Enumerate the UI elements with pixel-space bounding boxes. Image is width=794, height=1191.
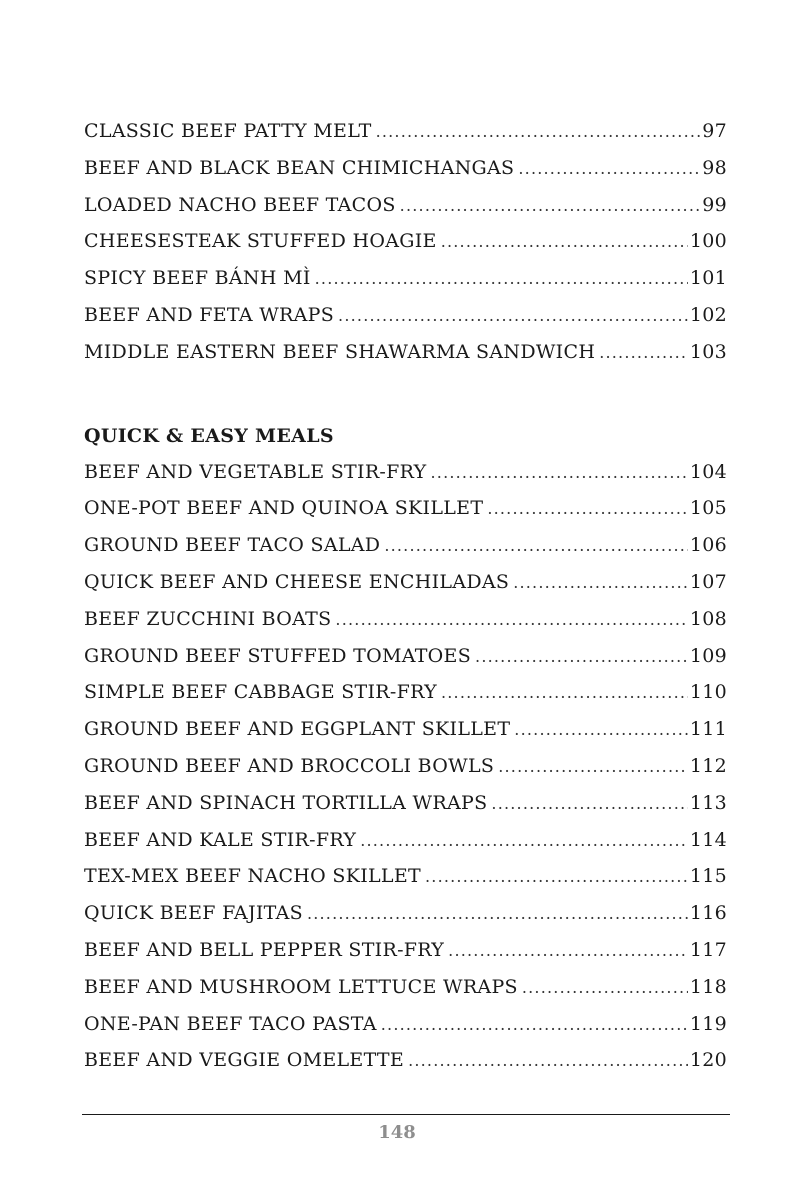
dot-leader	[400, 188, 701, 225]
toc-entry-title: MIDDLE EASTERN BEEF SHAWARMA SANDWICH	[84, 340, 596, 363]
toc-entry-title: BEEF AND VEGETABLE STIR-FRY	[84, 460, 427, 483]
dot-leader	[441, 675, 688, 712]
dot-leader	[425, 859, 688, 896]
dot-leader	[307, 896, 688, 933]
dot-leader	[475, 639, 688, 676]
toc-entry	[84, 858, 727, 895]
toc-entry	[84, 113, 727, 150]
dot-leader	[408, 1043, 688, 1080]
toc-entry-page: 109	[689, 644, 727, 667]
dot-leader	[513, 565, 688, 602]
toc-entry	[84, 297, 727, 334]
dot-leader	[498, 749, 688, 786]
toc-entry	[84, 187, 727, 224]
toc-entry	[84, 969, 727, 1006]
toc-entry-page: 110	[689, 681, 727, 704]
toc-entry-title: BEEF AND BLACK BEAN CHIMICHANGAS	[84, 156, 515, 179]
toc-entry-title: BEEF AND KALE STIR-FRY	[84, 828, 357, 851]
toc-entry-page: 101	[689, 267, 727, 290]
toc-entry-title: CHEESESTEAK STUFFED HOAGIE	[84, 230, 437, 253]
dot-leader	[518, 151, 700, 188]
toc-entry	[84, 895, 727, 932]
toc-entry	[84, 223, 727, 260]
toc-entry-title: QUICK BEEF AND CHEESE ENCHILADAS	[84, 570, 510, 593]
toc-entry-page: 111	[689, 718, 727, 741]
toc-entry-page: 108	[689, 607, 727, 630]
dot-leader	[360, 823, 688, 860]
table-of-contents	[84, 113, 727, 1079]
toc-entry-title: TEX-MEX BEEF NACHO SKILLET	[84, 865, 421, 888]
toc-entry	[84, 822, 727, 859]
toc-entry-page: 120	[689, 1049, 727, 1072]
toc-entry-page: 107	[689, 570, 727, 593]
toc-entry-title: ONE-POT BEEF AND QUINOA SKILLET	[84, 497, 484, 520]
toc-entry	[84, 150, 727, 187]
toc-entry-page: 104	[689, 460, 727, 483]
toc-entry-page: 118	[689, 975, 727, 998]
toc-entry-page: 99	[702, 193, 727, 216]
toc-list-top	[84, 113, 727, 371]
toc-entry-title: GROUND BEEF AND BROCCOLI BOWLS	[84, 754, 495, 777]
dot-leader	[384, 528, 688, 565]
toc-entry-title: BEEF ZUCCHINI BOATS	[84, 607, 332, 630]
toc-entry-page: 103	[689, 340, 727, 363]
toc-entry	[84, 932, 727, 969]
toc-entry-page: 98	[702, 156, 727, 179]
dot-leader	[448, 933, 688, 970]
section-heading: QUICK & EASY MEALS	[84, 424, 334, 447]
toc-entry-page: 115	[689, 865, 727, 888]
dot-leader	[381, 1007, 688, 1044]
toc-entry-title: BEEF AND SPINACH TORTILLA WRAPS	[84, 791, 488, 814]
toc-entry	[84, 454, 727, 491]
toc-entry-page: 105	[689, 497, 727, 520]
dot-leader	[514, 712, 688, 749]
toc-entry-page: 112	[689, 754, 727, 777]
toc-entry-title: GROUND BEEF AND EGGPLANT SKILLET	[84, 718, 511, 741]
dot-leader	[376, 114, 701, 151]
toc-entry-page: 113	[689, 791, 727, 814]
toc-entry-title: ONE-PAN BEEF TACO PASTA	[84, 1012, 377, 1035]
toc-entry-page: 100	[689, 230, 727, 253]
dot-leader	[599, 335, 688, 372]
toc-entry	[84, 1042, 727, 1079]
dot-leader	[338, 298, 688, 335]
dot-leader	[491, 786, 687, 823]
toc-entry	[84, 260, 727, 297]
toc-entry-page: 117	[689, 938, 727, 961]
toc-entry	[84, 564, 727, 601]
toc-entry-title: GROUND BEEF STUFFED TOMATOES	[84, 644, 472, 667]
dot-leader	[335, 602, 687, 639]
toc-entry-title: LOADED NACHO BEEF TACOS	[84, 193, 396, 216]
toc-entry	[84, 785, 727, 822]
toc-list-quick-easy-meals	[84, 454, 727, 1080]
toc-entry	[84, 711, 727, 748]
toc-entry-title: GROUND BEEF TACO SALAD	[84, 534, 381, 557]
page-number: 148	[378, 1122, 416, 1143]
toc-entry-title: BEEF AND BELL PEPPER STIR-FRY	[84, 938, 445, 961]
toc-entry	[84, 334, 727, 371]
toc-entry	[84, 638, 727, 675]
dot-leader	[431, 455, 688, 492]
toc-entry-title: SPICY BEEF BÁNH MÌ	[84, 267, 311, 290]
footer-divider	[82, 1114, 730, 1115]
toc-entry	[84, 527, 727, 564]
toc-entry-title: QUICK BEEF FAJITAS	[84, 902, 303, 925]
dot-leader	[315, 261, 688, 298]
toc-entry	[84, 490, 727, 527]
toc-entry	[84, 748, 727, 785]
toc-entry-title: BEEF AND MUSHROOM LETTUCE WRAPS	[84, 975, 518, 998]
toc-entry	[84, 674, 727, 711]
dot-leader	[441, 224, 688, 261]
toc-entry-title: CLASSIC BEEF PATTY MELT	[84, 120, 372, 142]
dot-leader	[522, 970, 688, 1007]
toc-entry-title: BEEF AND FETA WRAPS	[84, 303, 335, 326]
toc-entry-page: 106	[689, 534, 727, 557]
toc-entry-page: 119	[689, 1012, 727, 1035]
dot-leader	[487, 491, 688, 528]
toc-entry	[84, 1006, 727, 1043]
toc-entry	[84, 601, 727, 638]
toc-entry-title: SIMPLE BEEF CABBAGE STIR-FRY	[84, 681, 437, 704]
toc-entry-page: 102	[689, 303, 727, 326]
toc-entry-page: 97	[702, 120, 727, 142]
toc-entry-page: 116	[689, 902, 727, 925]
toc-entry-page: 114	[689, 828, 727, 851]
toc-entry-title: BEEF AND VEGGIE OMELETTE	[84, 1049, 405, 1072]
